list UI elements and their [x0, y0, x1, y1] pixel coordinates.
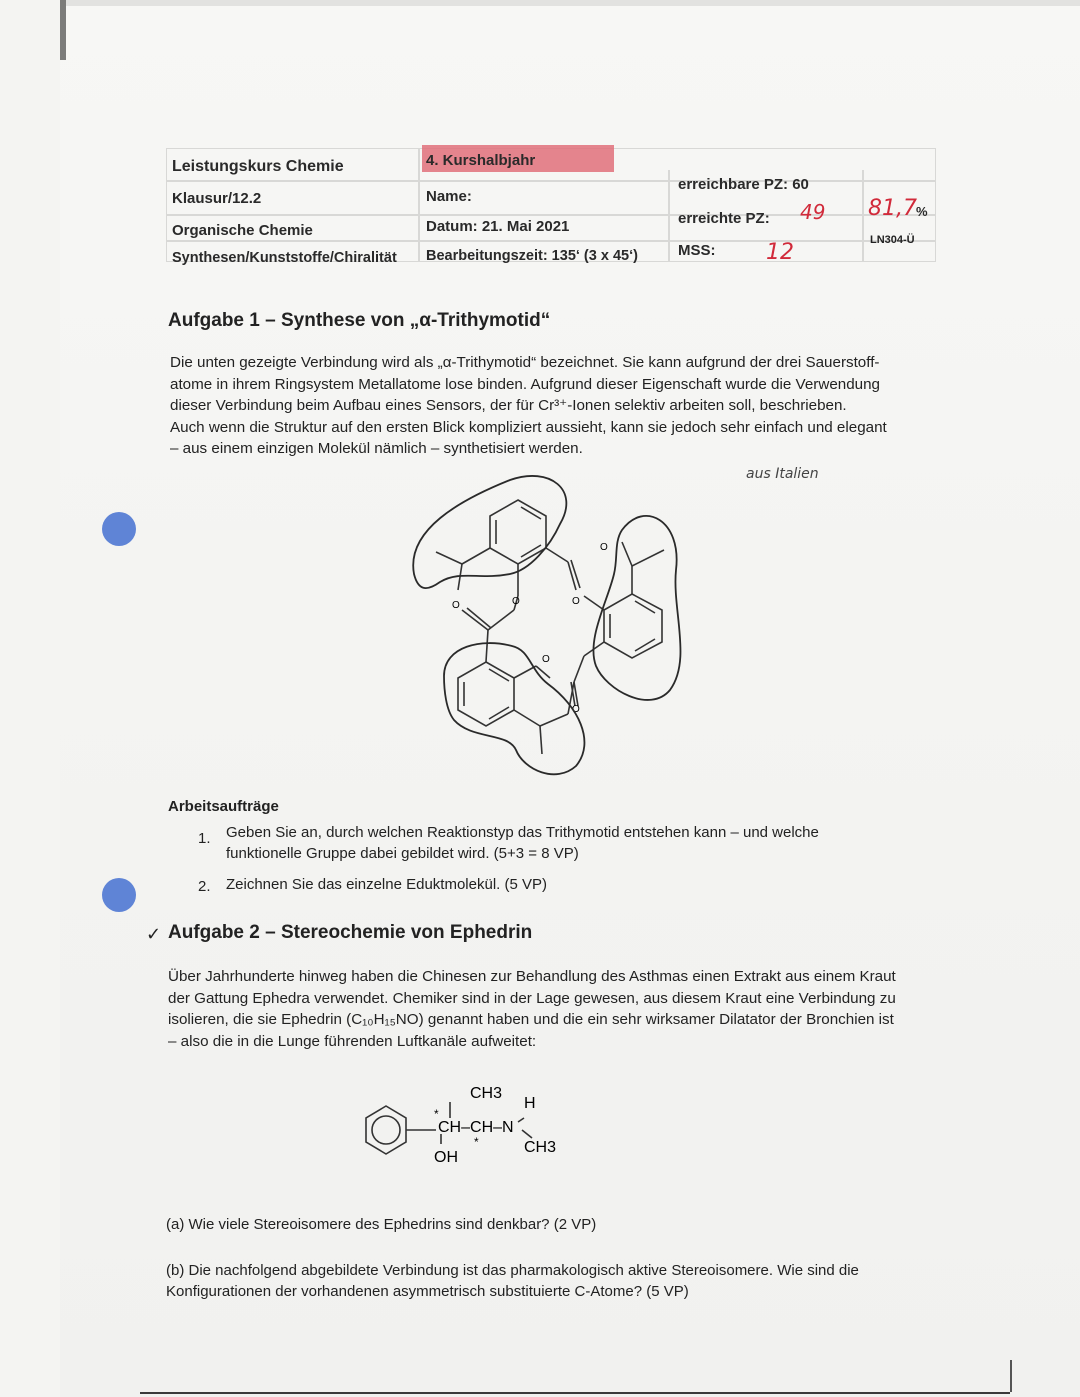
header-col-divider — [862, 170, 864, 262]
paper-top-edge — [60, 0, 1080, 6]
ephedrine-structure — [350, 1074, 590, 1174]
paper-left-edge — [60, 0, 66, 60]
paragraph-line: Auch wenn die Struktur auf den ersten Blick kompliziert aussieht, kann sie jedoch sehr einfach und elegant — [170, 418, 887, 436]
carbon-chain: CH–CH–N — [438, 1119, 514, 1136]
page-right-tick — [1010, 1360, 1012, 1392]
question-b-line: Konfigurationen der vorhandenen asymmetrisch substituierte C-Atome? (5 VP) — [166, 1283, 689, 1300]
benzene-ring-bottom — [458, 662, 514, 726]
paragraph-line: Über Jahrhunderte hinweg haben die Chinesen zur Behandlung des Asthmas einen Extrakt aus einem Kraut — [168, 968, 896, 985]
oxygen-label: O — [600, 542, 608, 553]
assignment-line: funktionelle Gruppe dabei gebildet wird. (5+3 = 8 VP) — [226, 845, 579, 862]
question-b-line: (b) Die nachfolgend abgebildete Verbindung ist das pharmakologisch aktive Stereoisomere. Wie sind die — [166, 1262, 859, 1279]
punch-hole-top — [102, 512, 136, 546]
question-a: (a) Wie viele Stereoisomere des Ephedrins sind denkbar? (2 VP) — [166, 1216, 597, 1233]
paragraph-line: – aus einem einzigen Molekül nämlich – synthetisiert werden. — [170, 440, 583, 458]
exam-label: Klausur/12.2 — [172, 190, 262, 207]
assignment-item — [226, 822, 886, 864]
punch-hole-bottom — [102, 878, 136, 912]
task2-paragraph — [168, 966, 948, 1052]
hydroxyl-label: OH — [434, 1149, 458, 1166]
mss-handwritten: 12 — [766, 240, 794, 265]
header-row-divider — [166, 180, 936, 182]
max-points-label: erreichbare PZ: 60 — [678, 176, 809, 193]
assignment-number: 2. — [198, 878, 211, 895]
benzene-ring-right — [604, 594, 662, 658]
benzene-ring-top — [490, 500, 546, 564]
achieved-points-handwritten: 49 — [800, 200, 826, 224]
task2-title: Aufgabe 2 – Stereochemie von Ephedrin — [168, 922, 533, 943]
paragraph-line: dieser Verbindung beim Aufbau eines Sensors, der für Cr³⁺-Ionen selektiv arbeiten soll, beschrieben. — [170, 397, 847, 415]
assignment-number: 1. — [198, 830, 211, 847]
hydrogen-label: H — [524, 1095, 536, 1112]
page-bottom-edge — [140, 1392, 1010, 1394]
methyl-right: CH3 — [524, 1139, 557, 1156]
paragraph-line: Die unten gezeigte Verbindung wird als „α-Trithymotid“ bezeichnet. Sie kann aufgrund der drei Sauerstoff- — [170, 354, 880, 371]
pencil-note: aus Italien — [746, 466, 819, 482]
assignments-title: Arbeitsaufträge — [168, 798, 279, 815]
subject-label: Organische Chemie — [172, 222, 313, 239]
oxygen-label: O — [542, 654, 550, 665]
task1-title: Aufgabe 1 – Synthese von „α-Trithymotid“ — [168, 310, 551, 331]
paragraph-line: – also die in die Lunge führenden Luftkanäle aufweitet: — [168, 1032, 537, 1050]
assignment-line: Zeichnen Sie das einzelne Eduktmolekül. (5 VP) — [226, 876, 548, 893]
stereocenter-star: * — [474, 1135, 479, 1149]
assignment-item — [226, 874, 886, 895]
oxygen-label: O — [572, 704, 580, 715]
oxygen-label: O — [512, 596, 520, 607]
duration-label: Bearbeitungszeit: 135‘ (3 x 45‘) — [426, 248, 638, 264]
header-row-divider — [166, 240, 936, 242]
oxygen-label: O — [572, 596, 580, 607]
date-label: Datum: 21. Mai 2021 — [426, 218, 570, 235]
task1-paragraph — [170, 352, 930, 460]
paragraph-line: der Gattung Ephedra verwendet. Chemiker sind in der Lage gewesen, aus diesem Kraut eine Verbindung zu — [168, 989, 896, 1007]
paragraph-line: atome in ihrem Ringsystem Metallatome lose binden. Aufgrund dieser Eigenschaft wurde die Verwendung — [170, 375, 880, 393]
semester-label: 4. Kurshalbjahr — [426, 152, 536, 169]
header-col-divider — [418, 148, 420, 262]
document-code: LN304-Ü — [870, 234, 915, 246]
header-col-divider — [668, 170, 670, 262]
percent-handwritten: 81,7 — [868, 196, 917, 221]
mss-label: MSS: — [678, 242, 716, 259]
question-b — [166, 1260, 946, 1302]
methyl-top: CH3 — [470, 1085, 503, 1102]
name-label: Name: — [426, 188, 472, 205]
trithymotide-structure — [400, 470, 720, 790]
check-mark: ✓ — [146, 924, 162, 944]
stereocenter-star: * — [434, 1107, 439, 1121]
course-label: Leistungskurs Chemie — [172, 158, 344, 175]
achieved-points-label: erreichte PZ: — [678, 210, 770, 227]
assignment-line: Geben Sie an, durch welchen Reaktionstyp das Trithymotid entstehen kann – und welche — [226, 824, 819, 841]
paragraph-line: isolieren, die sie Ephedrin (C₁₀H₁₅NO) genannt haben und die ein sehr wirksamer Dilatator der Bronchien ist — [168, 1011, 894, 1029]
percent-sign: % — [916, 204, 928, 219]
oxygen-label: O — [452, 600, 460, 611]
topics-label: Synthesen/Kunststoffe/Chiralität — [172, 250, 397, 266]
